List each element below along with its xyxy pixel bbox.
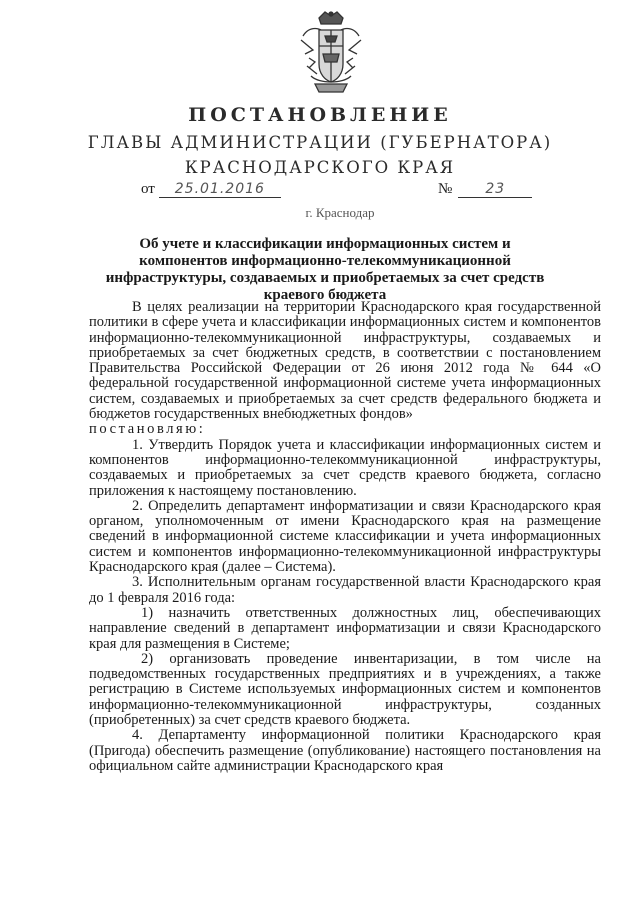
decree-word: [89, 422, 601, 437]
document-type-heading: ПОСТАНОВЛЕНИЕ: [188, 104, 452, 126]
decree-text: постановляю:: [89, 421, 206, 438]
issuer-heading: ГЛАВЫ АДМИНИСТРАЦИИ (ГУБЕРНАТОРА): [87, 133, 553, 152]
date-value: 25.01.2016: [159, 181, 281, 198]
region-heading: КРАСНОДАРСКОГО КРАЯ: [184, 158, 456, 177]
document-date: [141, 181, 281, 198]
clause-3-item-2: 2) организовать проведение инвентаризации, в том числе на подведомственных государственных предприятиях и в учреждениях, а также регистрацию в Системе используемых информационных систем и компонентов информационно-телекоммуникационной инфраструктуры, созданных (приобретенных) за счет средств краевого бюджета.: [89, 650, 601, 729]
preamble-paragraph: В целях реализации на территории Краснодарского края государственной политики в сфере учета и классификации информационных систем и компонентов информационно-телекоммуникационной инфраструктуры, создаваемых и приобретаемых за счет бюджетных средств, в соответствии с постановлением Правительства Российской Федерации от 26 июня 2012 года № 644 «О федеральной государственной информационной системе учета информационных систем, создаваемых и приобретаемых за счет средств федерального бюджета и бюджетов государственных внебюджетных фондов»: [89, 299, 601, 423]
document-title: Об учете и классификации информационных систем и компонентов информационно-телекоммуникационной инфраструктуры, создаваемых и приобретаемых за счет средств краевого бюджета: [105, 236, 545, 303]
city-label: г. Краснодар: [305, 205, 375, 220]
clause-2: 2. Определить департамент информатизации и связи Краснодарского края органом, уполномоченным от имени Краснодарского края на размещение сведений в информационной системе классификации и учета информационных систем и компонентов информационно-телекоммуникационной инфраструктуры Краснодарского края (далее – Система).: [89, 497, 601, 576]
document-body: [89, 300, 601, 774]
clause-4: 4. Департаменту информационной политики Краснодарского края (Пригода) обеспечить размещение (опубликование) настоящего постановления на официальном сайте администрации Краснодарского края: [89, 727, 601, 774]
clause-3: 3. Исполнительным органам государственной власти Краснодарского края до 1 февраля 2016 года:: [89, 574, 601, 606]
number-value: 23: [458, 181, 532, 198]
document-number: [438, 181, 532, 198]
date-label: от: [141, 181, 155, 197]
clause-1: 1. Утвердить Порядок учета и классификации информационных систем и компонентов информационно-телекоммуникационной инфраструктуры, создаваемых и приобретаемых за счет средств краевого бюджета, согласно приложения к настоящему постановлению.: [89, 436, 601, 499]
coat-of-arms-emblem: [297, 10, 365, 96]
clause-3-item-1: 1) назначить ответственных должностных лиц, обеспечивающих направление сведений в департамент информатизации и связи Краснодарского края для размещения в Системе;: [89, 604, 601, 652]
number-label: №: [438, 181, 453, 197]
